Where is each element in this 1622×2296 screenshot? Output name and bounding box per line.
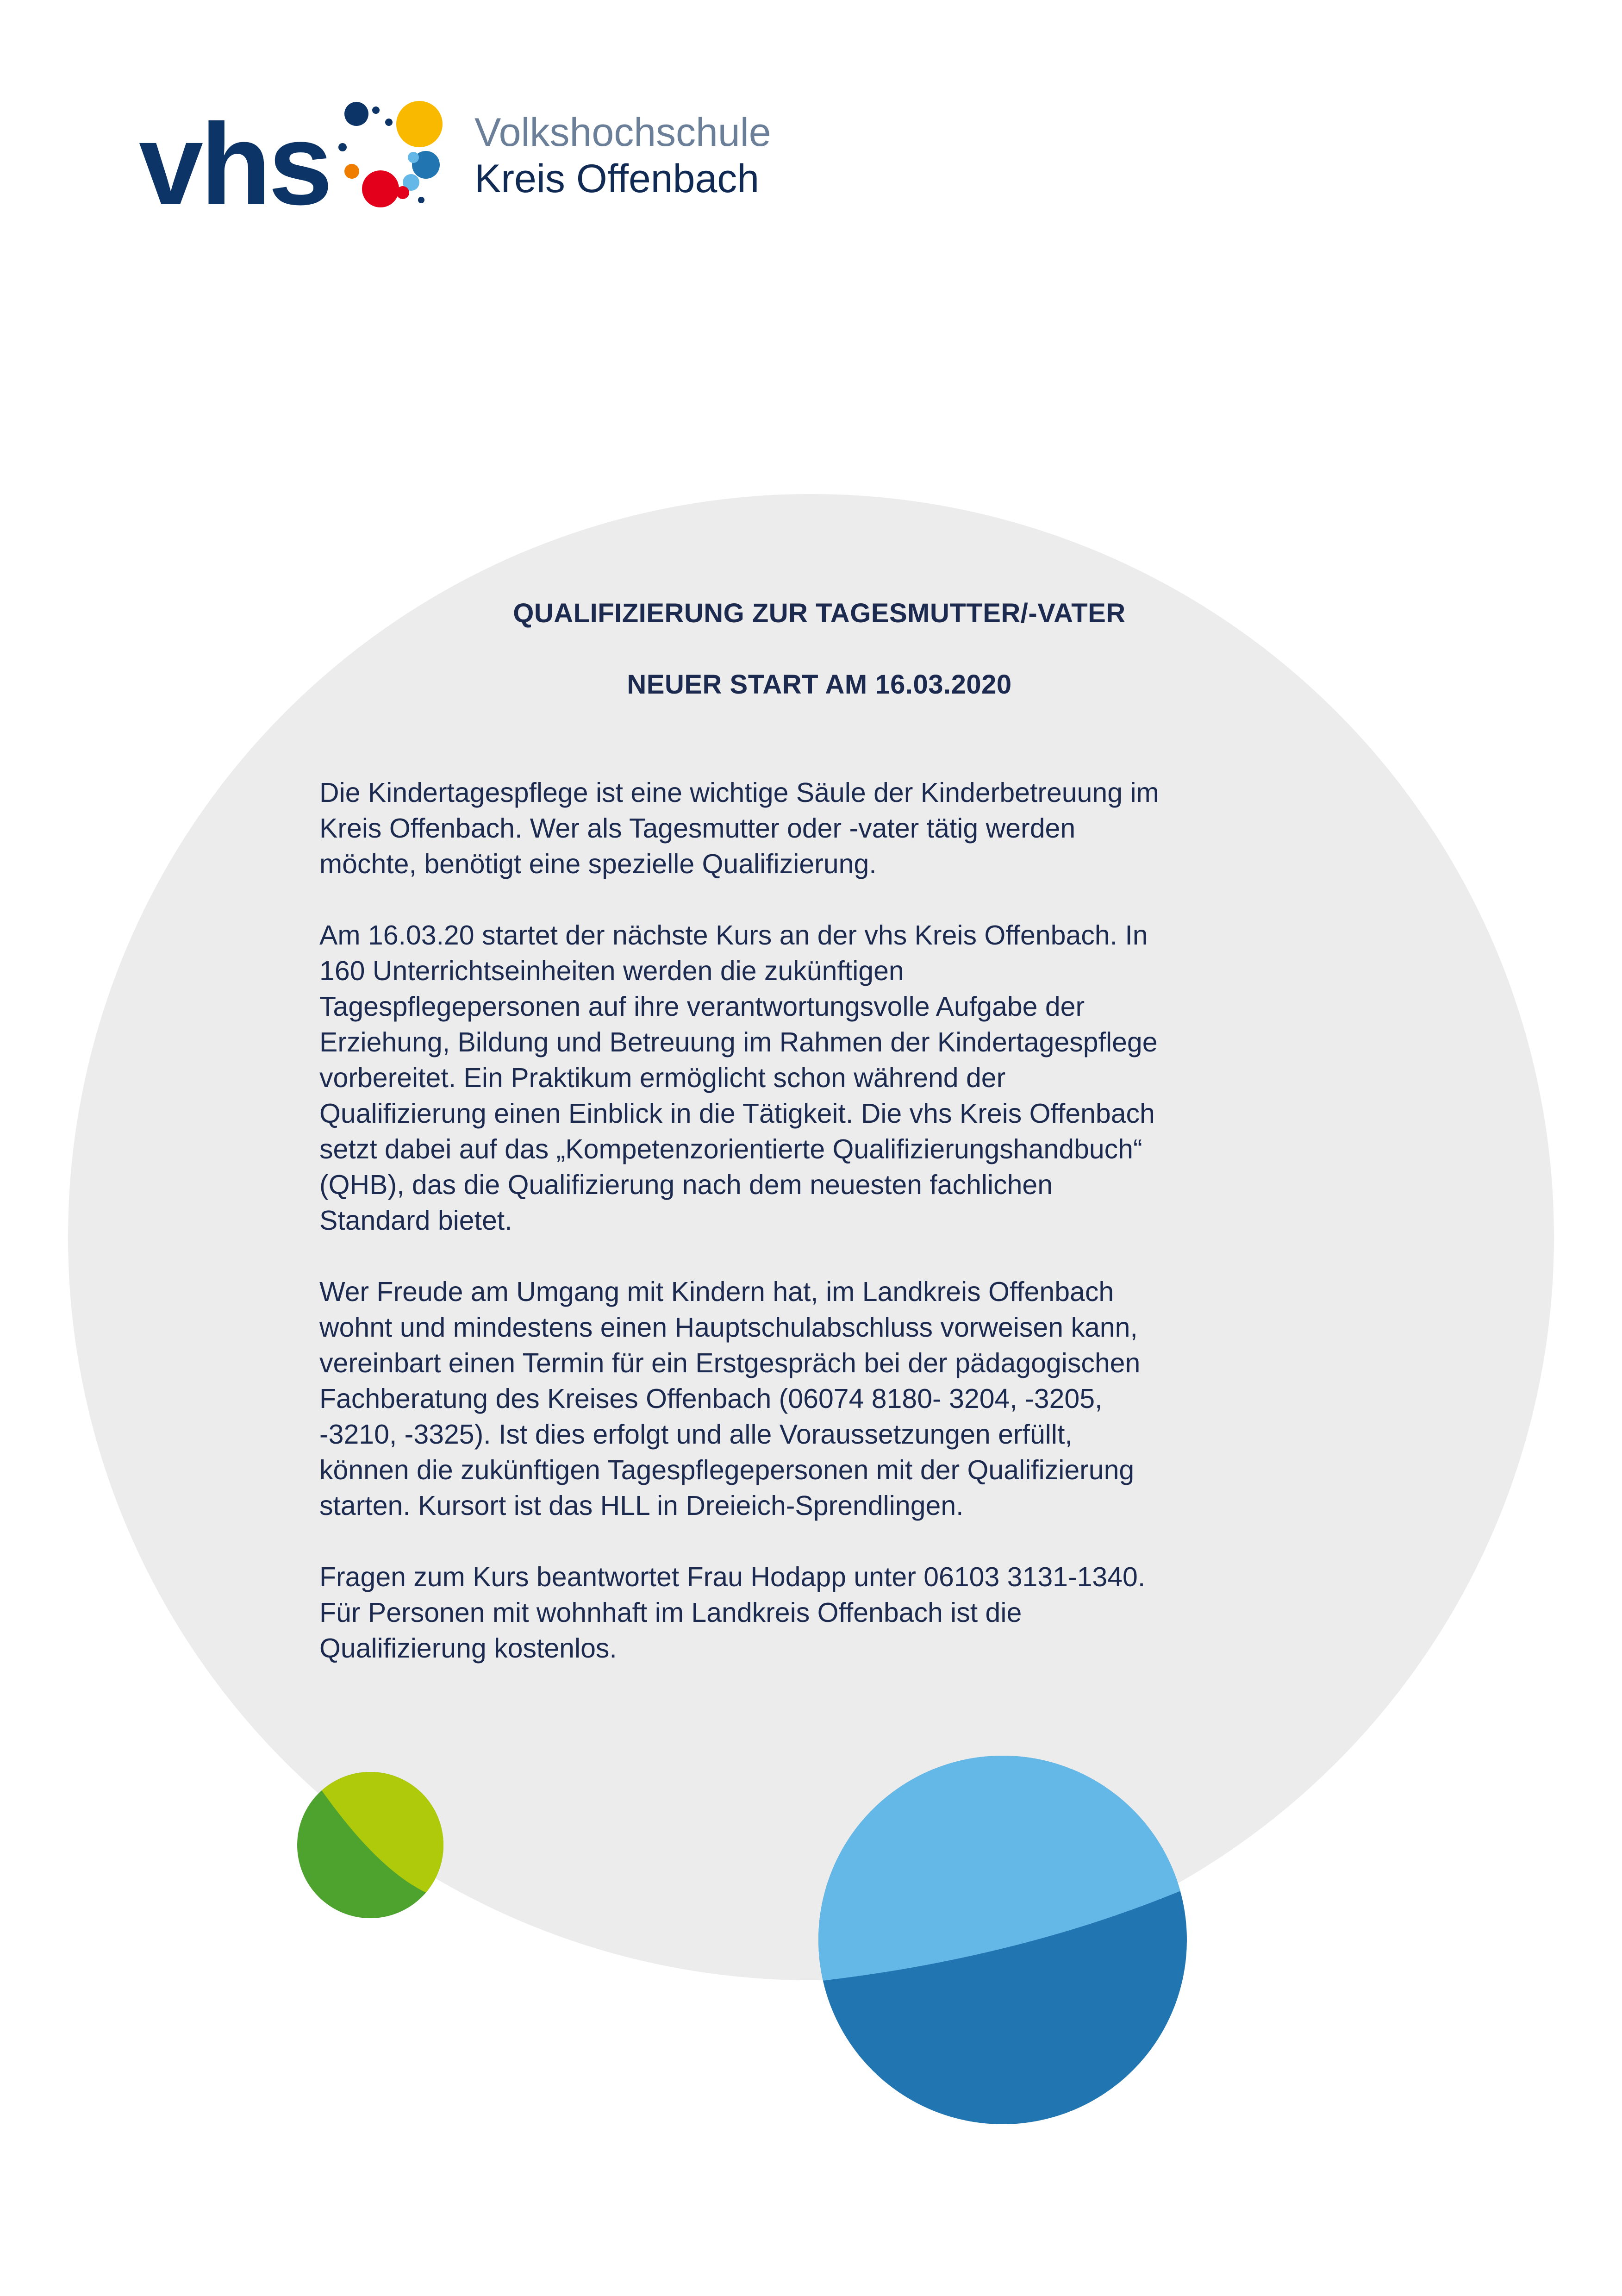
logo-line-kreis-offenbach: Kreis Offenbach	[474, 156, 760, 201]
paragraph-contact: Fragen zum Kurs beantwortet Frau Hodapp unter 06103 3131-1340. Für Personen mit wohnhaft im Landkreis Offenbach ist die Qualifizierung kostenlos.	[319, 1562, 1146, 1664]
main-content	[319, 597, 1319, 1702]
document-title: QUALIFIZIERUNG ZUR TAGESMUTTER/-VATER	[513, 598, 1126, 628]
logo-wordmark: vhs	[139, 100, 330, 229]
document-subtitle: NEUER START AM 16.03.2020	[627, 669, 1012, 700]
logo-line-volkshochschule: Volkshochschule	[474, 110, 771, 155]
vhs-logo-mark	[139, 97, 454, 229]
logo-text	[474, 109, 771, 202]
paragraph-requirements: Wer Freude am Umgang mit Kindern hat, im Landkreis Offenbach wohnt und mindestens einen Hauptschulabschluss vorweisen kann, vereinbart einen Termin für ein Erstgespräch bei der pädagogischen Fachberatung des Kreises Offenbach (06074 8180- 3204, -3205, -3210, -3325). Ist dies erfolgt und alle Voraussetzungen erfüllt, können die zukünftigen Tagespflegepersonen mit der Qualifizierung starten. Kursort ist das HLL in Dreieich-Sprendlingen.	[319, 1276, 1141, 1521]
paragraph-course: Am 16.03.20 startet der nächste Kurs an der vhs Kreis Offenbach. In 160 Unterrichtseinheiten werden die zukünftigen Tagespflegepersonen auf ihre verantwortungsvolle Aufgabe der Erziehung, Bildung und Betreuung im Rahmen der Kindertagespflege vorbereitet. Ein Praktikum ermöglicht schon während der Qualifizierung einen Einblick in die Tätigkeit. Die vhs Kreis Offenbach setzt dabei auf das „Kompetenzorientierte Qualifizierungshandbuch“ (QHB), das die Qualifizierung nach dem neuesten fachlichen Standard bietet.	[319, 920, 1158, 1236]
body-text	[319, 775, 1319, 1666]
paragraph-intro: Die Kindertagespflege ist eine wichtige Säule der Kinderbetreuung im Kreis Offenbach. Wer als Tagesmutter oder -vater tätig werden möchte, benötigt eine spezielle Qualifizierung.	[319, 777, 1159, 879]
logo-dots-icon	[139, 97, 454, 218]
vhs-logo	[139, 97, 833, 229]
